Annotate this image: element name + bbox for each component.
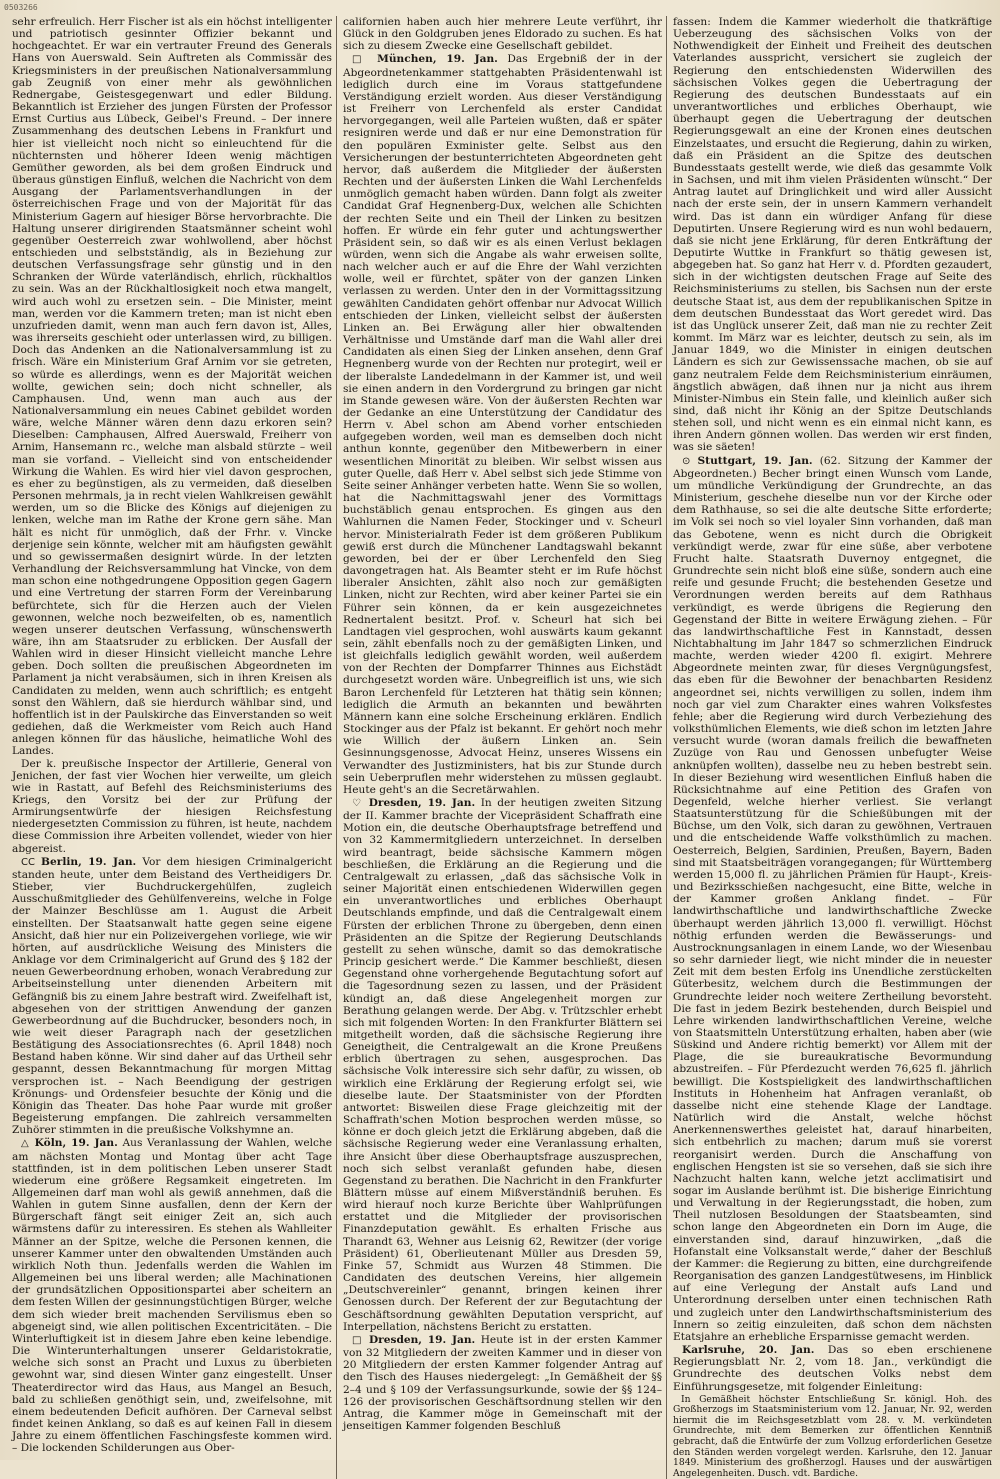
triangle-mark-icon: △ bbox=[21, 1138, 30, 1150]
column-2 bbox=[341, 16, 662, 1479]
dateline: Stuttgart, 19. Jan. bbox=[697, 454, 813, 467]
dateline: Karlsruhe, 20. Jan. bbox=[682, 1344, 815, 1357]
dateline: Dresden, 19. Jan. bbox=[368, 797, 476, 809]
square-mark-icon: □ bbox=[352, 1334, 364, 1346]
dateline-paragraph: CC Berlin, 19. Jan. Vor dem hiesigen Criminalgericht standen heute, unter dem Beistand des Vertheidigers Dr. Stieber, vier Buchdruckergehülfen, zugleich Ausschußmitglieder des Gehülfenvereins, welche in Folge der Mainzer Beschlüsse am 1. August die Arbeit einstellten. Der Staatsanwalt hatte gegen seine eigene Ansicht, daß hier nur ein Polizeivergehen vorliege, wie wir hörten, auf ausdrückliche Weisung des Ministers die Anklage vor dem Criminalgericht auf Grund des § 182 der neuen Gewerbeordnung erhoben, wonach Verabredung zur Arbeitseinstellung unter dienenden Arbeitern mit Gefängniß bis zu einem Jahre bestraft wird. Zweifelhaft ist, abgesehen von der strittigen Anwendung der ganzen Gewerbeordnung auf die Buchdrucker, besonders noch, in wie weit dieser Paragraph nach der gesetzlichen Bestätigung des Associationsrechtes (6. April 1848) noch Bestand haben könne. Wir sind daher auf das Urtheil sehr gespannt, dessen Bekanntmachung für morgen Mittag versprochen ist. – Nach Beendigung der gestrigen Krönungs- und Ordensfeier besuchte der König und die Königin das Theater. Das hohe Paar wurde mit großer Begeisterung empfangen. Die zahlreich versammelten Zuhörer stimmten in die preußische Volkshymne an. bbox=[12, 855, 332, 1137]
article-columns bbox=[12, 16, 993, 1479]
square-mark-icon: □ bbox=[352, 54, 368, 66]
dateline: Dresden, 19. Jan. bbox=[368, 1333, 476, 1346]
column-1 bbox=[12, 16, 332, 1479]
dateline-paragraph: Karlsruhe, 20. Jan. Das so eben erschienene Regierungsblatt Nr. 2, vom 18. Jan., verkündigt die Grundrechte des deutschen Volks nebst dem Einführungsgesetze, mit folgender Einleitung: bbox=[673, 1344, 992, 1393]
correspondent-mark: CC bbox=[21, 856, 35, 868]
dateline-paragraph: ♡ Dresden, 19. Jan. In der heutigen zweiten Sitzung der II. Kammer brachte der Vicepräsident Schaffrath eine Motion ein, die deutsche Oberhauptsfrage betreffend und von 32 Kammermitgliedern unterzeichnet. In derselben wird beantragt, beide sächsische Kammern mögen beschließen, die Erklärung an die Regierung und die Centralgewalt zu erlassen, „daß das sächsische Volk in seiner Majorität einen entschiedenen Widerwillen gegen ein unverantwortliches und erbliches Oberhaupt Deutschlands empfinde, und daß die Centralgewalt einem Fürsten der erblichen Throne zu übergeben, denn einen Präsidenten an die Spitze der Regierung Deutschlands gestellt zu sehen wünsche, damit so das demokratische Princip gesichert werde.“ Die Kammer beschließt, diesen Gegenstand ohne vorhergehende Begutachtung sofort auf die Tagesordnung sezen zu lassen, und der Präsident kündigt an, daß diese Angelegenheit morgen zur Berathung gelangen werde. Der Abg. v. Trützschler erhebt sich mit folgenden Worten: In den Frankfurter Blättern sei mitgetheilt worden, daß die sächsische Regierung ihre Geneigtheit, die Centralgewalt an die Krone Preußens erblich übertragen zu sehen, ausgesprochen. Das sächsische Volk interessire sich sehr dafür, zu wissen, ob wirklich eine Erklärung der Regierung erfolgt sei, wie dieselbe laute. Der Staatsminister von der Pfordten antwortet: Bisweilen diese Frage gleichzeitig mit der Schaffrath'schen Motion besprochen werden müsse, so könne er doch gleich jetzt die Erklärung abgeben, daß die sächsische Regierung weder eine Veranlassung erhalten, ihre Ansicht über diese Oberhauptsfrage auszusprechen, noch sich selbst veranlaßt gefunden habe, diesen Gegenstand zu berathen. Die Nachricht in den Frankfurter Blättern müsse auf einem Mißverständniß beruhen. Es wird hierauf noch kurze Berichte über Wahlprüfungen erstattet und die Mitglieder der provisorischen Finanzdeputation gewählt. Es erhalten Frische aus Tharandt 63, Wehner aus Leisnig 62, Rewitzer (der vorige Präsident) 61, Oberlieutenant Müller aus Dresden 59, Finke 57, Schmidt aus Wurzen 48 Stimmen. Die Candidaten des deutschen Vereins, hier allgemein „Deutschvereinler“ genannt, bringen keinen ihrer Genossen durch. Der Referent der zur Begutachtung der Geschäftsordnung gewählten Deputation verspricht, auf Interpellation, nächstens Bericht zu erstatten. bbox=[343, 797, 663, 1333]
paragraph: Der k. preußische Inspector der Artillerie, General von Jenichen, der fast vier Wochen hier verweilte, um gleich wie in Rastatt, auf Befehl des Reichsministeriums des Kriegs, den Vorsitz bei der zur Prüfung der Armirungsentwürfe der hiesigen Reichsfestung niedergesetzten Commission zu führen, ist heute, nachdem diese Commission ihre Arbeiten vollendet, wieder von hier abgereist. bbox=[12, 757, 332, 855]
circle-dot-mark-icon: ⊙ bbox=[682, 455, 691, 467]
dateline: München, 19. Jan. bbox=[377, 53, 498, 66]
archive-id: 0503266 bbox=[4, 3, 38, 12]
dateline-paragraph: ⊙ Stuttgart, 19. Jan. (62. Sitzung der Kammer der Abgeordneten.) Becher bringt einen Wunsch vom Lande, um mündliche Verkündigung der Grundrechte, an das Ministerium, geschehe dieselbe nun vor der Kirche oder dem Rathhause, so sei die alte deutsche Sitte erforderte; im Volk sei noch so viel loyaler Sinn vorhanden, daß man das Gebotene, wenn es nicht durch die Obrigkeit verkündigt werde, zwar für eine süße, aber verbotene Frucht halte. Staatsrath Duvernoy entgegnet, die Grundrechte sein nicht bloß eine süße, sondern auch eine reife und gesunde Frucht; die bestehenden Gesetze und Verordnungen werden bereits auf dem Rathhaus verkündigt, es werde übrigens die Regierung den Gegenstand der Bitte in weitere Erwägung ziehen. – Für das landwirthschaftliche Fest in Kannstadt, dessen Nichtabhaltung im Jahr 1847 so schmerzlichen Eindruck machte, werden wieder 4200 fl. exigirt. Mehrere Abgeordnete meinten zwar, für dieses Vergnügungsfest, das eben für die Bewohner der benachbarten Residenz angeordnet sei, nichts verwilligen zu sollen, indem ihm noch gar viel zum Charakter eines wahren Volksfestes fehle; aber die Regierung wird durch Verbeziehung des volksthümlichen Elements, wie dieß schon im letzten Jahre versucht wurde (woran damals freilich die bewaffneten Zuzüge von Rau und Genossen unbefugter Weise anknüpfen wollten), dasselbe neu zu heben bestrebt sein. In dieser Beziehung wird wesentlichen Einfluß haben die Rücksichtnahme auf eine Petition des Grafen von Degenfeld, welche hierher verliest. Sie verlangt Staatsunterstützung für die Schießübungen mit der Büchse, um den Volk, sich daran zu gewöhnen, Vertrauen und die entscheidende Waffe volksthümlich zu machen. Oesterreich, Belgien, Sardinien, Preußen, Bayern, Baden sind mit Staatsbeiträgen vorangegangen; für Württemberg werden 15,000 fl. zu jährlichen Prämien für Haupt-, Kreis- und Bezirksschießen nachgesucht, eine Bitte, welche in der Kammer großen Anklang findet. – Für landwirthschaftliche und landwirthschaftliche Zwecke überhaupt werden jährlich 13,000 fl. verwilligt. Höchst nöthig erfunden werden die Bewässerungs- und Austrocknungsanlagen in einem Lande, wo der Wiesenbau so sehr darnieder liegt, wie nicht minder die in neuester Zeit mit dem besten Erfolg ins Unendliche zerstückelten Güterbesitz, welchem durch die Bestimmungen der Grundrechte leider noch weitere Zertheilung bevorsteht. Die fast in jedem Bezirk bestehenden, durch Beispiel und Lehre wirkenden landwirthschaftlichen Vereine, welche von Staatsmitteln Unterstützung erhalten, haben aber (wie Süskind und Andere richtig bemerkt) vor Allem mit der Plage, die sie bureaukratische Bevormundung abzustreifen. – Für Pferdezucht werden 76,625 fl. jährlich bewilligt. Die Kostspieligkeit des landwirthschaftlichen Instituts in Hohenheim hat Anfragen veranlaßt, ob dasselbe nicht eine stehende Klage der Landtage. Natürlich wird die Anstalt, welche höchst Anerkennenswerthes geleistet hat, darauf hinarbeiten, sich entbehrlich zu machen; darum muß sie vorerst reorganisirt werden. Durch die Anschaffung von englischen Hengsten ist sie so versehen, daß sie sich ihre Nachzucht halten kann, welche jetzt acclimatisirt und sogar im Auslande berühmt ist. Die bisherige Einrichtung und Verwaltung in der Regierungsstadt, die hoben, zum Theil nutzlosen Besoldungen der Staatsbeamten, sind schon lange den Abgeordneten ein Dorn im Auge, die einverstanden sind, darauf hinzuwirken, „daß die Hofanstalt eine Volksanstalt werde,“ daher der Beschluß der Kammer: die Regierung zu bitten, eine durchgreifende Reorganisation des ganzen Landgestütwesens, im Hinblick auf eine Verlegung der Anstalt aufs Land und Unterordnung derselben unter einen technischen Rath und zugleich unter den Landwirthschaftsministerium des Innern so zeitig einzuleiten, daß schon dem nächsten Etatsjahre an erhebliche Ersparnisse gemacht werden. bbox=[673, 454, 993, 1343]
dateline-paragraph: □ Dresden, 19. Jan. Heute ist in der ersten Kammer von 32 Mitgliedern der zweiten Kammer und in dieser von 20 Mitgliedern der ersten Kammer folgender Antrag auf den Tisch des Hauses niedergelegt: „In Gemäßheit der §§ 2–4 und § 109 der Verfassungsurkunde, sowie der §§ 124–126 der provisorischen Geschäftsordnung stellen wir den Antrag, die Kammer möge in Gemeinschaft mit der jenseitigen Kammer folgenden Beschluß bbox=[343, 1333, 662, 1432]
heart-mark-icon: ♡ bbox=[352, 798, 364, 809]
dateline-paragraph: □ München, 19. Jan. Das Ergebniß der in der Abgeordnetenkammer stattgehabten Präsidentenwahl ist lediglich durch eine im Voraus stattgefundene Verständigung erzielt worden. Aus dieser Verständigung ist Freiherr von Lerchenfeld als erster Candidat hervorgegangen, weil alle Parteien wußten, daß er später resigniren werde und daß er nur eine Demonstration für den populären Exminister gelte. Selbst aus den Versicherungen der bestunterrichteten Abgeordneten geht hervor, daß außerdem die Mitglieder der äußersten Rechten und der äußersten Linken die Wahl Lerchenfelds unmöglich gemacht haben würden. Dann folgt als zweiter Candidat Graf Hegnenberg-Dux, welchen alle Schichten der rechten Seite und ein Theil der Linken zu besitzen hoffen. Er würde ein fehr guter und achtungswerther Präsident sein, so daß wir es als einen Verlust beklagen würden, wenn sich die Angabe als wahr erweisen sollte, nach welcher auch er auf die Ehre der Wahl verzichten wolle, weil er fürchtet, später von der ganzen Linken verlassen zu werden. Unter den in der Vormittagssitzung gewählten Candidaten gehört offenbar nur Advocat Willich entschieden der Linken, vielleicht selbst der äußersten Linken an. Bei Erwägung aller hier obwaltenden Verhältnisse und Umstände darf man die Wahl aller drei Candidaten als einen Sieg der Linken ansehen, denn Graf Hegnenberg wurde von der Rechten nur protegirt, weil er der liberalste Landedelmann in der Kammer ist, und weil sie einen andern in den Vordergrund zu bringen gar nicht im Stande gewesen wäre. Von der äußersten Rechten war der Gedanke an eine Unterstützung der Candidatur des Herrn v. Abel schon am Abend vorher entschieden aufgegeben worden, weil man es demselben doch nicht anthun konnte, gegenüber den Mitbewerbern in einer wesentlichen Minorität zu bleiben. Wir selbst wissen aus guter Quelle, daß Herr v. Abel selbst sich jede Stimme von Seite seiner Anhänger verbeten hatte. Wenn Sie so wollen, hat die Nachmittagswahl jener des Vormittags buchstäblich genau entsprochen. Es gingen aus den Wahlurnen die Namen Feder, Stockinger und v. Scheurl hervor. Ministerialrath Feder ist dem größeren Publikum gewiß erst durch die Münchener Landtagswahl bekannt geworden, bei der er über Lerchenfeld den Sieg davongetragen hat. Als Beamter steht er im Rufe höchst liberaler Ansichten, zählt also noch zur gemäßigten Linken, nicht zur Rechten, wird aber keiner Partei sie ein Führer sein können, da er kein ausgezeichnetes Rednertalent besitzt. Prof. v. Scheurl hat sich bei Landtagen viel gesprochen, wohl auswärts kaum gekannt sein, zählt ebenfalls noch zu der gemäßigten Linken, und ist gleichfalls lediglich gewählt worden, weil außerdem von der Rechten der Dompfarrer Thinnes aus Eichstädt durchgesetzt worden wäre. Unbegreiflich ist uns, wie sich Baron Lerchenfeld für Letzteren hat thätig sein können; lediglich die Armuth an bekannten und bewährten Männern kann eine solche Erscheinung erklären. Endlich Stockinger aus der Pfalz ist bekannt. Er gehört noch mehr wie Willich der äußern Linken an. Sein Gesinnungsgenosse, Advocat Heinz, unseres Wissens ein Verwandter des Justizministers, hat bis zur Stunde durch sein Ueberpruflen mehr widerstehen zu müssen geglaubt. Heute geht's an die Secretärwahlen. bbox=[343, 53, 663, 796]
paragraph: sehr erfreulich. Herr Fischer ist als ein höchst intelligenter und patriotisch gesinnter Offizier bekannt und hochgeachtet. Er war ein vertrauter Freund des Generals Hans von Auerswald. Sein Auftreten als Commissär des Kriegsministers in der preußischen Nationalversammlung gab Zeugniß von einer mehr als gewöhnlichen Rednergabe, Geistesgegenwart und edler Bildung. Bekanntlich ist Erzieher des jungen Fürsten der Professor Ernst Curtius aus Lübeck, Geibel's Freund. – Der innere Zusammenhang des deutschen Lebens in Frankfurt und hier ist vielleicht noch nicht so einleuchtend für die nüchternsten und höherer Ideen wenig mächtigen Gemüther geworden, als bei dem großen Eindruck und überaus günstigen Einfluß, welchen die Nachricht von dem Ausgang der Parlamentsverhandlungen in der österreichischen Frage und von der Majorität für das Ministerium Gagern auf hiesiger Börse hervorbrachte. Die Haltung unserer dirigirenden Staatsmänner scheint wohl gegenüber Oesterreich zwar wohlwollend, aber höchst entschieden und selbstständig, als in Beziehung zur deutschen Verfassungsfrage sehr günstig und in den Schranken der Würde vaterländisch, ehrlich, rückhaltlos zu sein. Was an der Rückhaltlosigkeit noch etwa mangelt, wird auch wohl zu ersetzen sein. – Die Minister, meint man, werden vor die Kammern treten; man ist nicht eben unzufrieden damit, wenn man auch fern davon ist, Alles, was ihrerseits geschieht oder unterlassen wird, zu billigen. Doch das Andenken an die Nationalversammlung ist zu frisch. Wäre ein Ministerium Graf Arnim vor sie getreten, so würde es allerdings, wenn es der Majorität weichen wollte, gewichen sein; doch nicht schneller, als Camphausen. Und, wenn man auch aus der Nationalversammlung ein neues Cabinet gebildet worden wäre, welche Männer wären denn dazu erkoren sein? Dieselben: Camphausen, Alfred Auerswald, Freiherr von Arnim, Hansemann rc., welche man alsbald stürzte – weil man sie vorfand. – Vielleicht sind von entscheidender Wirkung die Wahlen. Es wird hier viel davon gesprochen, es eher zu begünstigen, als zu vermeiden, daß dieselben Personen mehrmals, ja in recht vielen Wahlkreisen gewählt werden, um so die Blicke des Königs auf diejenigen zu lenken, welche man im Rathe der Krone gern sähe. Man hält es nicht für unmöglich, daß der Frhr. v. Vincke derjenige sein könnte, welcher mit am häufigsten gewählt und so gewissermaßen designirt würde. In der letzten Verhandlung der Reichsversammlung hat Vincke, von dem man schon eine nothgedrungene Opposition gegen Gagern und eine Vertretung der starren Form der Vereinbarung befürchtete, sich für die Herzen auch der Vielen gewonnen, welche noch bezweifelten, ob es, namentlich wegen unserer deutschen Verfassung, wünschenswerth wäre, ihn am Staatsruder zu erblicken. Der Ausfall der Wahlen wird in dieser Hinsicht vielleicht manche Lehre geben. Doch sollten die preußischen Abgeordneten im Parlament ja nicht verabsäumen, sich in ihren Kreisen als Candidaten zu melden, wenn auch schriftlich; es entgeht sonst den Wählern, daß sie hierdurch wählbar sind, und hoffentlich ist in der Paulskirche das Einverstanden so weit gediehen, daß die Werkmeister vom Reich auch Hand anlegen können für das häusliche, heimatliche Wohl des Landes. bbox=[12, 16, 332, 758]
ordinance-text: In Gemäßheit höchster Entschließung Sr. königl. Hoh. des Großherzogs im Staatsministerium vom 12. Januar, Nr. 92, werden hiermit die im Reichsgesetzblatt vom 28. v. M. verkündeten Grundrechte, mit dem Bemerken zur öffentlichen Kenntniß gebracht, daß die Entwürfe der zum Vollzug erforderlichen Gesetze den Ständen werden vorgelegt werden. Karlsruhe, den 12. Januar 1849. Ministerium des großherzogl. Hauses und der auswärtigen Angelegenheiten. Dusch. vdt. Bardiche. bbox=[673, 1393, 992, 1479]
paragraph: fassen: Indem die Kammer wiederholt die thatkräftige Ueberzeugung des sächsischen Volks von der Nothwendigkeit der Einheit und Freiheit des deutschen Vaterlandes ausspricht, versichert sie zugleich der Regierung den entschiedensten Widerwillen des sächsischen Volkes gegen die Uebertragung der Regierung des deutschen Bundesstaats auf ein unverantwortliches und erbliches Oberhaupt, wie überhaupt gegen die Uebertragung der deutschen Regierungsgewalt an eine der Kronen eines deutschen Einzelstaates, und ersucht die Regierung, dahin zu wirken, daß ein Präsident an die Spitze des deutschen Bundesstaats gestellt werde, wie dieß das gesammte Volk in Sachsen, und mit ihm vielen Präsidenten wünscht.“ Der Antrag lautet auf Dringlichkeit und wird aller Aussicht nach der erste sein, der in unsern Kammern verhandelt wird. Das ist dann ein würdiger Anfang für diese Deputirten. Unsere Regierung wird es nun wohl bedauern, daß sie nicht jene Erklärung, für deren Entkräftung der Deputirte Wuttke in Frankfurt so thätig gewesen ist, abgegeben hat. So ganz hat Herr v. d. Pfordten gezaudert, sich in der wichtigsten deutschen Frage auf Seite des Reichsministeriums zu stellen, bis Sachsen nun der erste deutsche Staat ist, aus dem der republikanischen Spitze in dem deutschen Bundesstaat das Wort geredet wird. Das ist das Unglück unserer Zeit, daß man nie zu rechter Zeit kommt. Im März war es leichter, deutsch zu sein, als im Januar 1849, wo die Minister in einigen deutschen Ländern es sich zur Gewissenssache machen, ob sie auf ganz neutralem Felde dem Reichsministerium einräumen, ängstlich abwägen, daß ihnen nur ja nicht aus ihrem Minister-Nimbus ein Stein falle, und kleinlich außer sich sind, daß nicht ihr König an der Spitze Deutschlands stehen soll, und nicht wenn es ein einmal nicht kann, es ihren Andern gönnen wollen. Das werden wir erst finden, was sie säeten! bbox=[673, 16, 992, 454]
dateline-paragraph: △ Köln, 19. Jan. Aus Veranlassung der Wahlen, welche am nächsten Montag und Montag über acht Tage stattfinden, ist in dem politischen Leben unserer Stadt wiederum eine größere Regsamkeit eingetreten. Im Allgemeinen darf man wohl als gewiß annehmen, daß die Wahlen in gutem Sinne ausfallen, denn der Kern der Bürgerschaft fängt seit einiger Zeit an, sich auch wärmstens dafür zu interessiren. Es stehen als Wahlleiter Männer an der Spitze, welche die Personen kennen, die unserer Kammer unter den obwaltenden Umständen auch wirklich Noth thun. Jedenfalls werden die Wahlen im Allgemeinen bei uns liberal werden; alle Machinationen der grundsätzlichen Oppositionspartei aber scheitern an dem festen Willen der gesinnungstüchtigen Bürger, welche dem sich wieder breit machenden Servilismus eben so abgeneigt sind, wie allen politischen Excentricitäten. – Die Winterluftigkeit ist in diesem Jahre eben keine lebendige. Die Winterunterhaltungen unserer Geldaristokratie, welche sich sonst an Pracht und Luxus zu überbieten gewohnt war, sind diesen Winter ganz eingestellt. Unser Theaterdirector wird das Haus, aus Mangel an Besuch, bald zu schließen genöthigt sein, und, zweifelsohne, mit einem bedeutenden Deficit aufhören. Der Carneval selbst findet keinen Anklang, so daß es auf keinen Fall in diesem Jahre zu einem öffentlichen Faschingsfeste kommen wird. – Die lockenden Schilderungen aus Ober- bbox=[12, 1137, 333, 1455]
paragraph: californien haben auch hier mehrere Leute verführt, ihr Glück in den Goldgruben jenes Eldorado zu suchen. Es hat sich zu diesem Zwecke eine Gesellschaft gebildet. bbox=[343, 16, 662, 53]
column-3 bbox=[671, 16, 992, 1479]
dateline: Berlin, 19. Jan. bbox=[41, 855, 137, 868]
dateline: Köln, 19. Jan. bbox=[34, 1137, 118, 1150]
